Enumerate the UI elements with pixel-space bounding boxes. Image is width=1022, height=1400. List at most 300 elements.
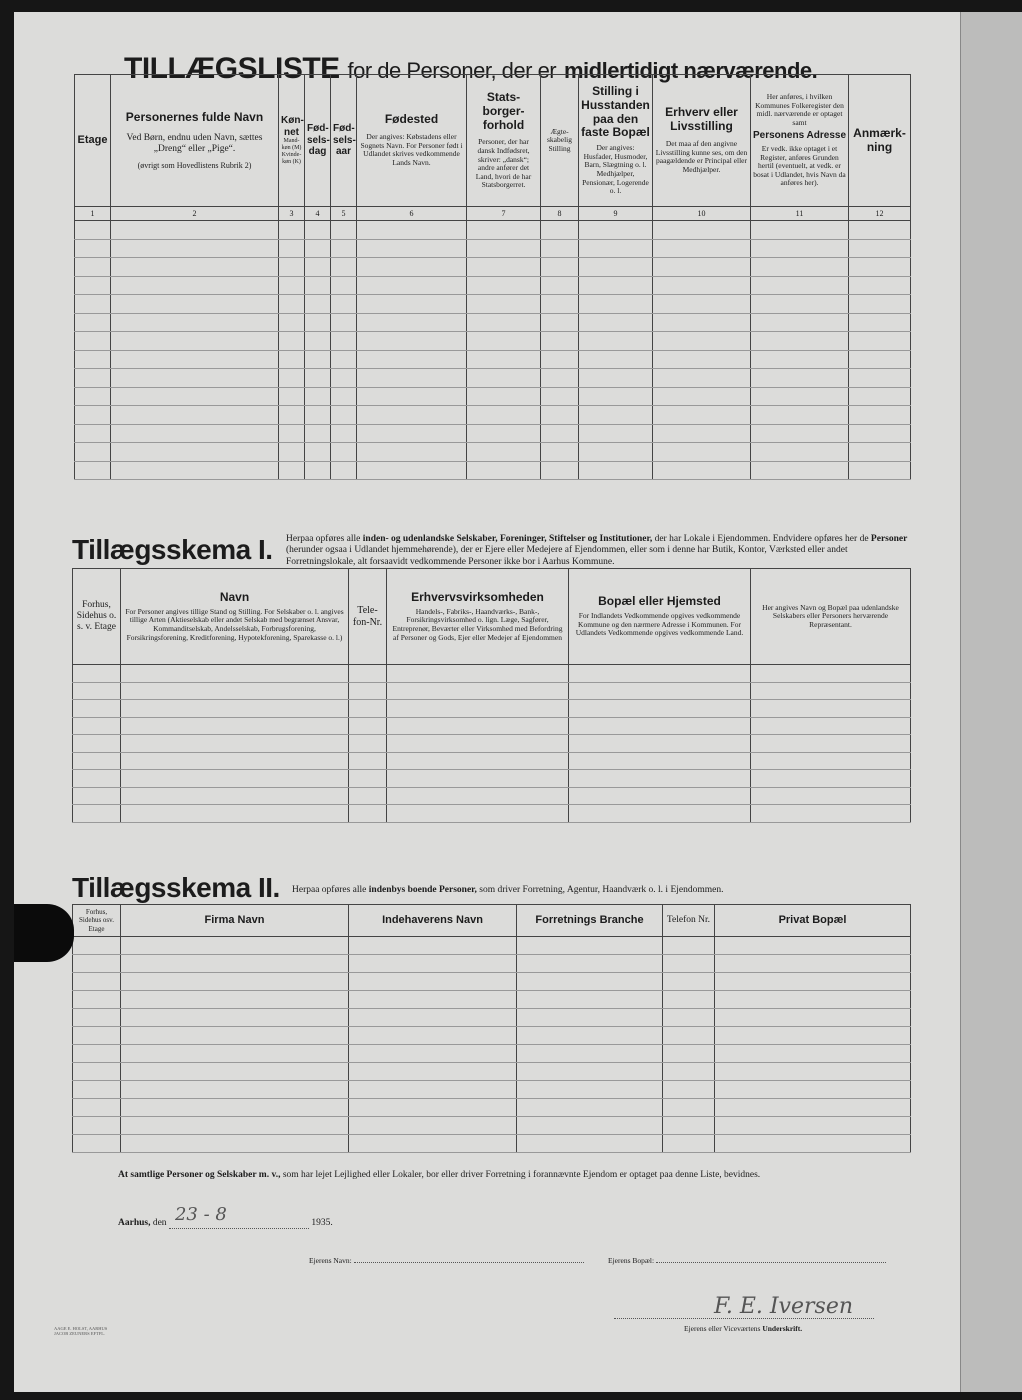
table-cell[interactable] bbox=[751, 406, 849, 425]
table-cell[interactable] bbox=[751, 424, 849, 443]
table-cell[interactable] bbox=[579, 276, 653, 295]
table-cell[interactable] bbox=[75, 350, 111, 369]
table-cell[interactable] bbox=[75, 424, 111, 443]
table-cell[interactable] bbox=[111, 258, 279, 277]
table-cell[interactable] bbox=[579, 295, 653, 314]
table-cell[interactable] bbox=[751, 700, 911, 718]
table-cell[interactable] bbox=[279, 443, 305, 462]
table-cell[interactable] bbox=[121, 955, 349, 973]
table-cell[interactable] bbox=[111, 239, 279, 258]
table-cell[interactable] bbox=[73, 955, 121, 973]
table-cell[interactable] bbox=[579, 332, 653, 351]
table-cell[interactable] bbox=[467, 258, 541, 277]
table-cell[interactable] bbox=[751, 770, 911, 788]
table-cell[interactable] bbox=[121, 1117, 349, 1135]
table-cell[interactable] bbox=[849, 239, 911, 258]
table-cell[interactable] bbox=[751, 387, 849, 406]
table-cell[interactable] bbox=[849, 295, 911, 314]
table-cell[interactable] bbox=[357, 313, 467, 332]
table-cell[interactable] bbox=[653, 350, 751, 369]
table-cell[interactable] bbox=[387, 682, 569, 700]
table-cell[interactable] bbox=[279, 313, 305, 332]
table-cell[interactable] bbox=[579, 369, 653, 388]
table-cell[interactable] bbox=[111, 276, 279, 295]
table-cell[interactable] bbox=[467, 424, 541, 443]
table-cell[interactable] bbox=[279, 239, 305, 258]
table-cell[interactable] bbox=[715, 1063, 911, 1081]
table-cell[interactable] bbox=[121, 973, 349, 991]
table-cell[interactable] bbox=[653, 258, 751, 277]
table-cell[interactable] bbox=[349, 805, 387, 823]
table-cell[interactable] bbox=[349, 787, 387, 805]
table-cell[interactable] bbox=[73, 717, 121, 735]
table-cell[interactable] bbox=[357, 387, 467, 406]
table-cell[interactable] bbox=[387, 770, 569, 788]
table-cell[interactable] bbox=[715, 955, 911, 973]
table-cell[interactable] bbox=[349, 937, 517, 955]
table-cell[interactable] bbox=[349, 682, 387, 700]
table-cell[interactable] bbox=[751, 369, 849, 388]
table-cell[interactable] bbox=[121, 682, 349, 700]
table-cell[interactable] bbox=[579, 350, 653, 369]
table-cell[interactable] bbox=[517, 1063, 663, 1081]
table-cell[interactable] bbox=[73, 1135, 121, 1153]
table-cell[interactable] bbox=[279, 276, 305, 295]
skema1-col-floor: Forhus, Sidehus o. s. v. Etage bbox=[73, 569, 121, 665]
table-cell[interactable] bbox=[715, 1081, 911, 1099]
table-cell[interactable] bbox=[751, 295, 849, 314]
table-cell[interactable] bbox=[663, 955, 715, 973]
table-cell[interactable] bbox=[467, 221, 541, 240]
table-cell[interactable] bbox=[387, 787, 569, 805]
table-cell[interactable] bbox=[715, 973, 911, 991]
table-cell[interactable] bbox=[715, 1045, 911, 1063]
table-cell[interactable] bbox=[715, 1135, 911, 1153]
table-cell[interactable] bbox=[121, 937, 349, 955]
table-cell[interactable] bbox=[75, 369, 111, 388]
table-cell[interactable] bbox=[349, 991, 517, 1009]
table-cell[interactable] bbox=[849, 276, 911, 295]
table-cell[interactable] bbox=[653, 332, 751, 351]
table-cell[interactable] bbox=[111, 295, 279, 314]
table-cell[interactable] bbox=[715, 991, 911, 1009]
table-cell[interactable] bbox=[73, 1081, 121, 1099]
table-cell[interactable] bbox=[541, 295, 579, 314]
table-cell[interactable] bbox=[653, 387, 751, 406]
table-cell[interactable] bbox=[653, 221, 751, 240]
table-cell[interactable] bbox=[121, 770, 349, 788]
table-cell[interactable] bbox=[849, 313, 911, 332]
table-cell[interactable] bbox=[751, 239, 849, 258]
table-cell[interactable] bbox=[305, 369, 331, 388]
table-cell[interactable] bbox=[653, 461, 751, 480]
table-cell[interactable] bbox=[751, 313, 849, 332]
table-cell[interactable] bbox=[751, 682, 911, 700]
table-cell[interactable] bbox=[663, 973, 715, 991]
table-cell[interactable] bbox=[111, 332, 279, 351]
table-cell[interactable] bbox=[653, 406, 751, 425]
table-cell[interactable] bbox=[357, 221, 467, 240]
table-cell[interactable] bbox=[751, 717, 911, 735]
table-cell[interactable] bbox=[357, 443, 467, 462]
table-cell[interactable] bbox=[331, 239, 357, 258]
table-cell[interactable] bbox=[579, 313, 653, 332]
table-cell[interactable] bbox=[517, 937, 663, 955]
table-cell[interactable] bbox=[517, 973, 663, 991]
table-cell[interactable] bbox=[541, 350, 579, 369]
table-cell[interactable] bbox=[305, 313, 331, 332]
table-cell[interactable] bbox=[387, 752, 569, 770]
table-cell[interactable] bbox=[357, 461, 467, 480]
table-cell[interactable] bbox=[357, 295, 467, 314]
table-cell[interactable] bbox=[75, 406, 111, 425]
table-cell[interactable] bbox=[305, 276, 331, 295]
table-cell[interactable] bbox=[541, 424, 579, 443]
table-cell[interactable] bbox=[331, 406, 357, 425]
table-cell[interactable] bbox=[467, 350, 541, 369]
table-cell[interactable] bbox=[73, 1009, 121, 1027]
table-cell[interactable] bbox=[349, 1099, 517, 1117]
table-cell[interactable] bbox=[517, 1027, 663, 1045]
table-cell[interactable] bbox=[111, 443, 279, 462]
table-cell[interactable] bbox=[541, 406, 579, 425]
table-cell[interactable] bbox=[73, 1117, 121, 1135]
table-cell[interactable] bbox=[541, 443, 579, 462]
table-cell[interactable] bbox=[653, 424, 751, 443]
table-cell[interactable] bbox=[653, 313, 751, 332]
table-cell[interactable] bbox=[357, 276, 467, 295]
table-cell[interactable] bbox=[73, 787, 121, 805]
table-cell[interactable] bbox=[73, 770, 121, 788]
table-cell[interactable] bbox=[73, 1099, 121, 1117]
table-cell[interactable] bbox=[331, 258, 357, 277]
table-cell[interactable] bbox=[467, 443, 541, 462]
table-cell[interactable] bbox=[357, 258, 467, 277]
table-cell[interactable] bbox=[73, 752, 121, 770]
table-cell[interactable] bbox=[467, 461, 541, 480]
table-cell[interactable] bbox=[111, 387, 279, 406]
table-cell[interactable] bbox=[849, 369, 911, 388]
table-cell[interactable] bbox=[849, 350, 911, 369]
table-cell[interactable] bbox=[579, 424, 653, 443]
table-cell[interactable] bbox=[517, 1099, 663, 1117]
table-cell[interactable] bbox=[751, 350, 849, 369]
table-cell[interactable] bbox=[849, 221, 911, 240]
table-cell[interactable] bbox=[75, 461, 111, 480]
table-cell[interactable] bbox=[849, 332, 911, 351]
table-cell[interactable] bbox=[569, 735, 751, 753]
table-cell[interactable] bbox=[569, 700, 751, 718]
table-cell[interactable] bbox=[75, 313, 111, 332]
table-cell[interactable] bbox=[569, 805, 751, 823]
table-cell[interactable] bbox=[663, 937, 715, 955]
table-cell[interactable] bbox=[467, 295, 541, 314]
table-cell[interactable] bbox=[715, 1099, 911, 1117]
table-cell[interactable] bbox=[279, 258, 305, 277]
table-cell[interactable] bbox=[349, 717, 387, 735]
table-cell[interactable] bbox=[663, 1063, 715, 1081]
table-cell[interactable] bbox=[305, 239, 331, 258]
table-cell[interactable] bbox=[579, 221, 653, 240]
table-cell[interactable] bbox=[751, 752, 911, 770]
table-cell[interactable] bbox=[467, 313, 541, 332]
table-cell[interactable] bbox=[305, 406, 331, 425]
table-cell[interactable] bbox=[849, 387, 911, 406]
table-cell[interactable] bbox=[75, 221, 111, 240]
table-cell[interactable] bbox=[357, 332, 467, 351]
table-cell[interactable] bbox=[569, 752, 751, 770]
table-cell[interactable] bbox=[331, 424, 357, 443]
table-cell[interactable] bbox=[75, 443, 111, 462]
table-cell[interactable] bbox=[279, 387, 305, 406]
table-cell[interactable] bbox=[541, 258, 579, 277]
table-cell[interactable] bbox=[279, 350, 305, 369]
table-cell[interactable] bbox=[579, 387, 653, 406]
table-cell[interactable] bbox=[349, 770, 387, 788]
table-cell[interactable] bbox=[349, 973, 517, 991]
table-cell[interactable] bbox=[279, 461, 305, 480]
table-cell[interactable] bbox=[517, 955, 663, 973]
table-cell[interactable] bbox=[579, 239, 653, 258]
table-cell[interactable] bbox=[331, 461, 357, 480]
table-cell[interactable] bbox=[73, 665, 121, 683]
table-cell[interactable] bbox=[387, 700, 569, 718]
table-cell[interactable] bbox=[121, 665, 349, 683]
table-row bbox=[73, 1099, 911, 1117]
table-cell[interactable] bbox=[121, 1099, 349, 1117]
table-cell[interactable] bbox=[517, 1135, 663, 1153]
table-cell[interactable] bbox=[331, 221, 357, 240]
table-cell[interactable] bbox=[715, 1027, 911, 1045]
table-cell[interactable] bbox=[305, 258, 331, 277]
table-cell[interactable] bbox=[541, 313, 579, 332]
table-cell[interactable] bbox=[541, 239, 579, 258]
table-cell[interactable] bbox=[121, 1081, 349, 1099]
table-cell[interactable] bbox=[517, 1081, 663, 1099]
table-cell[interactable] bbox=[121, 700, 349, 718]
table-cell[interactable] bbox=[121, 1027, 349, 1045]
table-cell[interactable] bbox=[349, 752, 387, 770]
table-cell[interactable] bbox=[653, 239, 751, 258]
table-cell[interactable] bbox=[663, 991, 715, 1009]
table-cell[interactable] bbox=[653, 295, 751, 314]
table-cell[interactable] bbox=[111, 221, 279, 240]
table-cell[interactable] bbox=[331, 295, 357, 314]
table-cell[interactable] bbox=[387, 805, 569, 823]
table-cell[interactable] bbox=[331, 276, 357, 295]
table-cell[interactable] bbox=[349, 1117, 517, 1135]
table-cell[interactable] bbox=[467, 387, 541, 406]
table-cell[interactable] bbox=[121, 1135, 349, 1153]
table-cell[interactable] bbox=[751, 332, 849, 351]
table-cell[interactable] bbox=[849, 443, 911, 462]
table-row bbox=[73, 735, 911, 753]
table-cell[interactable] bbox=[387, 735, 569, 753]
table-cell[interactable] bbox=[349, 700, 387, 718]
table-cell[interactable] bbox=[121, 752, 349, 770]
table-cell[interactable] bbox=[121, 735, 349, 753]
table-cell[interactable] bbox=[569, 665, 751, 683]
table-cell[interactable] bbox=[305, 221, 331, 240]
table-cell[interactable] bbox=[73, 1027, 121, 1045]
table-cell[interactable] bbox=[279, 369, 305, 388]
table-cell[interactable] bbox=[357, 350, 467, 369]
table-cell[interactable] bbox=[349, 665, 387, 683]
table-cell[interactable] bbox=[715, 1009, 911, 1027]
table-cell[interactable] bbox=[279, 295, 305, 314]
table-cell[interactable] bbox=[73, 735, 121, 753]
table-cell[interactable] bbox=[121, 1063, 349, 1081]
table-cell[interactable] bbox=[541, 387, 579, 406]
col-citizenship: Stats-borger-forhold Personer, der har dansk Indfødsret, skriver: „dansk“; andre anfører det Land, hvori de har Statsborgerret. bbox=[467, 75, 541, 207]
table-cell[interactable] bbox=[121, 991, 349, 1009]
table-cell[interactable] bbox=[751, 276, 849, 295]
table-cell[interactable] bbox=[73, 805, 121, 823]
table-cell[interactable] bbox=[849, 461, 911, 480]
table-cell[interactable] bbox=[305, 350, 331, 369]
table-cell[interactable] bbox=[663, 1045, 715, 1063]
table-cell[interactable] bbox=[653, 443, 751, 462]
table-cell[interactable] bbox=[111, 313, 279, 332]
table-cell[interactable] bbox=[751, 735, 911, 753]
table-cell[interactable] bbox=[541, 276, 579, 295]
table-cell[interactable] bbox=[541, 369, 579, 388]
table-cell[interactable] bbox=[111, 461, 279, 480]
table-cell[interactable] bbox=[569, 770, 751, 788]
table-cell[interactable] bbox=[715, 937, 911, 955]
table-cell[interactable] bbox=[331, 332, 357, 351]
table-cell[interactable] bbox=[73, 1063, 121, 1081]
table-cell[interactable] bbox=[541, 332, 579, 351]
table-cell[interactable] bbox=[357, 406, 467, 425]
table-cell[interactable] bbox=[579, 443, 653, 462]
table-cell[interactable] bbox=[751, 443, 849, 462]
table-cell[interactable] bbox=[653, 369, 751, 388]
table-cell[interactable] bbox=[73, 1045, 121, 1063]
table-cell[interactable] bbox=[75, 239, 111, 258]
table-cell[interactable] bbox=[517, 991, 663, 1009]
table-cell[interactable] bbox=[75, 332, 111, 351]
table-cell[interactable] bbox=[569, 717, 751, 735]
table-cell[interactable] bbox=[305, 443, 331, 462]
table-cell[interactable] bbox=[663, 1117, 715, 1135]
table-cell[interactable] bbox=[349, 735, 387, 753]
table-cell[interactable] bbox=[579, 258, 653, 277]
col-gender: Køn-net Mand-køn (M) Kvinde-køn (K) bbox=[279, 75, 305, 207]
table-cell[interactable] bbox=[517, 1117, 663, 1135]
table-cell[interactable] bbox=[331, 443, 357, 462]
table-cell[interactable] bbox=[349, 1009, 517, 1027]
table-cell[interactable] bbox=[331, 369, 357, 388]
table-cell[interactable] bbox=[357, 424, 467, 443]
table-cell[interactable] bbox=[305, 461, 331, 480]
table-cell[interactable] bbox=[111, 424, 279, 443]
table-cell[interactable] bbox=[541, 221, 579, 240]
table-cell[interactable] bbox=[75, 295, 111, 314]
table-cell[interactable] bbox=[751, 787, 911, 805]
table-cell[interactable] bbox=[663, 1027, 715, 1045]
table-cell[interactable] bbox=[305, 424, 331, 443]
table-cell[interactable] bbox=[349, 1063, 517, 1081]
table-cell[interactable] bbox=[663, 1081, 715, 1099]
table-cell[interactable] bbox=[111, 406, 279, 425]
table-cell[interactable] bbox=[387, 717, 569, 735]
table-cell[interactable] bbox=[111, 369, 279, 388]
table-cell[interactable] bbox=[349, 1135, 517, 1153]
table-cell[interactable] bbox=[663, 1009, 715, 1027]
table-cell[interactable] bbox=[73, 700, 121, 718]
table-cell[interactable] bbox=[357, 239, 467, 258]
table-cell[interactable] bbox=[663, 1099, 715, 1117]
table-cell[interactable] bbox=[331, 387, 357, 406]
table-cell[interactable] bbox=[517, 1045, 663, 1063]
table-cell[interactable] bbox=[331, 313, 357, 332]
table-cell[interactable] bbox=[279, 221, 305, 240]
table-cell[interactable] bbox=[751, 805, 911, 823]
table-cell[interactable] bbox=[331, 350, 357, 369]
table-cell[interactable] bbox=[751, 461, 849, 480]
table-cell[interactable] bbox=[849, 258, 911, 277]
table-cell[interactable] bbox=[349, 1027, 517, 1045]
table-cell[interactable] bbox=[73, 682, 121, 700]
table-cell[interactable] bbox=[305, 332, 331, 351]
table-cell[interactable] bbox=[467, 276, 541, 295]
table-cell[interactable] bbox=[751, 665, 911, 683]
table-cell[interactable] bbox=[121, 787, 349, 805]
table-cell[interactable] bbox=[121, 805, 349, 823]
table-cell[interactable] bbox=[279, 406, 305, 425]
table-cell[interactable] bbox=[715, 1117, 911, 1135]
table-cell[interactable] bbox=[387, 665, 569, 683]
table-cell[interactable] bbox=[305, 387, 331, 406]
table-cell[interactable] bbox=[467, 406, 541, 425]
table-cell[interactable] bbox=[121, 717, 349, 735]
table-cell[interactable] bbox=[467, 239, 541, 258]
table-cell[interactable] bbox=[73, 973, 121, 991]
table-cell[interactable] bbox=[305, 295, 331, 314]
table-cell[interactable] bbox=[541, 461, 579, 480]
table-cell[interactable] bbox=[653, 276, 751, 295]
table-cell[interactable] bbox=[73, 937, 121, 955]
table-cell[interactable] bbox=[751, 258, 849, 277]
table-cell[interactable] bbox=[849, 406, 911, 425]
table-cell[interactable] bbox=[121, 1009, 349, 1027]
table-cell[interactable] bbox=[349, 1081, 517, 1099]
table-cell[interactable] bbox=[751, 221, 849, 240]
table-cell[interactable] bbox=[467, 369, 541, 388]
table-cell[interactable] bbox=[75, 276, 111, 295]
table-row bbox=[75, 332, 911, 351]
table-cell[interactable] bbox=[467, 332, 541, 351]
table-cell[interactable] bbox=[121, 1045, 349, 1063]
table-cell[interactable] bbox=[349, 1045, 517, 1063]
table-cell[interactable] bbox=[111, 350, 279, 369]
table-cell[interactable] bbox=[75, 258, 111, 277]
table-cell[interactable] bbox=[569, 682, 751, 700]
table-cell[interactable] bbox=[579, 406, 653, 425]
table-cell[interactable] bbox=[279, 424, 305, 443]
table-cell[interactable] bbox=[75, 387, 111, 406]
table-cell[interactable] bbox=[73, 991, 121, 1009]
table-cell[interactable] bbox=[357, 369, 467, 388]
table-cell[interactable] bbox=[579, 461, 653, 480]
table-cell[interactable] bbox=[279, 332, 305, 351]
table-cell[interactable] bbox=[517, 1009, 663, 1027]
table-cell[interactable] bbox=[569, 787, 751, 805]
table-cell[interactable] bbox=[849, 424, 911, 443]
table-cell[interactable] bbox=[663, 1135, 715, 1153]
table-cell[interactable] bbox=[349, 955, 517, 973]
